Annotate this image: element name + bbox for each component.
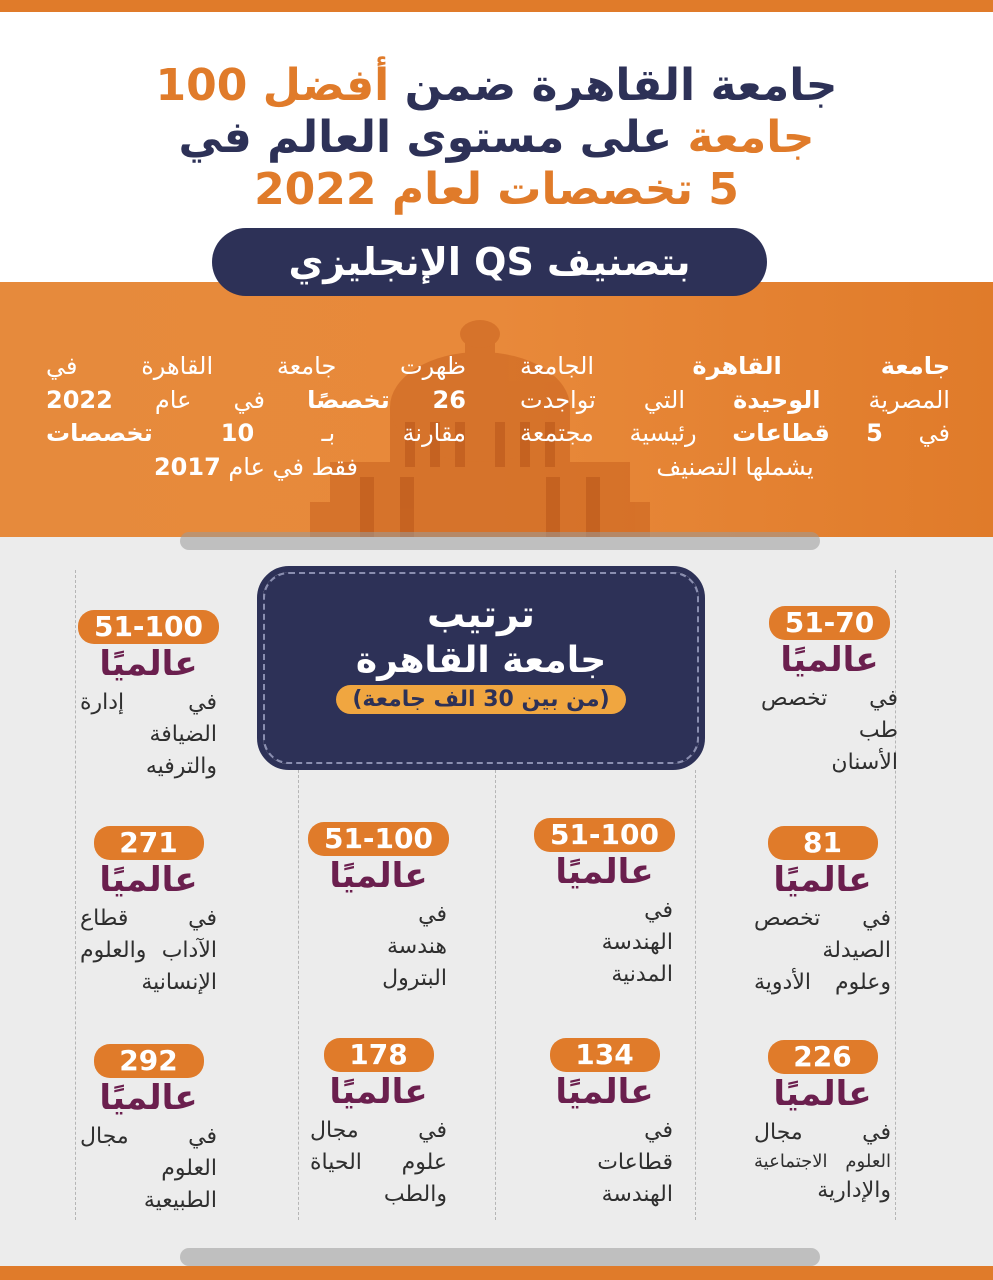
global-label: عالميًا bbox=[555, 1072, 654, 1112]
ranking-card-hospitality bbox=[56, 610, 241, 782]
ranking-card-natural-sciences bbox=[56, 1044, 241, 1216]
card-desc-line: هندسة bbox=[386, 933, 447, 959]
ranking-card-dentistry bbox=[737, 606, 922, 778]
qs-ranking-pill: بتصنيف QS الإنجليزي bbox=[212, 228, 767, 296]
card-desc-line: في إدارة bbox=[80, 689, 217, 715]
rank-badge: 226 bbox=[768, 1040, 878, 1074]
card-desc-line: العلوم الاجتماعية bbox=[754, 1150, 891, 1172]
card-desc-line: في bbox=[644, 1117, 673, 1143]
card-desc-line: والطب bbox=[383, 1181, 447, 1207]
band-left-text-2: في عام bbox=[154, 385, 265, 414]
top-accent-bar bbox=[0, 0, 993, 12]
band-left-text-1: ظهرت جامعة القاهرة في bbox=[46, 352, 466, 380]
band-text-right bbox=[520, 350, 950, 484]
band-left-text-4: فقط في عام bbox=[228, 452, 359, 481]
card-desc-line: في bbox=[644, 897, 673, 923]
title-line-2-highlight: جامعة bbox=[687, 111, 815, 163]
rank-badge: 178 bbox=[324, 1038, 434, 1072]
banner-shadow bbox=[180, 532, 820, 550]
ranking-box-line-2: جامعة القاهرة bbox=[355, 640, 607, 681]
band-left-bold-4: 2017 bbox=[153, 452, 221, 481]
bottom-accent-bar bbox=[0, 1266, 993, 1280]
band-right-text-1: الجامعة bbox=[520, 352, 595, 380]
card-desc-line: في مجال bbox=[310, 1117, 447, 1143]
card-desc-line: والإدارية bbox=[817, 1177, 891, 1203]
card-description bbox=[56, 903, 241, 999]
card-description bbox=[730, 1117, 915, 1207]
card-desc-line: في قطاع bbox=[80, 905, 217, 931]
footer-shadow bbox=[180, 1248, 820, 1266]
global-label: عالميًا bbox=[773, 1074, 872, 1114]
card-desc-line: الطبيعية bbox=[143, 1187, 217, 1213]
card-description bbox=[56, 687, 241, 783]
card-desc-line: الإنسانية bbox=[141, 969, 217, 995]
band-right-text-4: في bbox=[918, 419, 950, 448]
card-description bbox=[737, 683, 922, 779]
title-line-1 bbox=[0, 60, 993, 112]
global-label: عالميًا bbox=[329, 1072, 428, 1112]
band-right-bold-3: 5 قطاعات bbox=[732, 419, 883, 448]
band-right-text-6: يشملها التصنيف bbox=[656, 452, 814, 481]
ranking-card-social-sciences bbox=[730, 1040, 915, 1207]
card-desc-line: في مجال bbox=[80, 1123, 217, 1149]
ranking-card-civil-engineering bbox=[512, 818, 697, 990]
band-left-bold-2: 2022 bbox=[46, 385, 113, 414]
global-label: عالميًا bbox=[329, 856, 428, 896]
ranking-box-line-1: ترتيب bbox=[427, 592, 535, 636]
card-desc-line: في تخصص bbox=[761, 685, 898, 711]
card-desc-line: الصيدلة bbox=[822, 937, 891, 963]
global-label: عالميًا bbox=[99, 644, 198, 684]
band-right-bold-2: الوحيدة bbox=[733, 385, 821, 414]
card-desc-line: الآداب والعلوم bbox=[80, 937, 217, 963]
global-label: عالميًا bbox=[99, 860, 198, 900]
card-desc-line: والترفيه bbox=[145, 753, 217, 779]
band-left-text-3: مقارنة بـ bbox=[321, 419, 466, 448]
card-description bbox=[286, 1115, 471, 1211]
card-desc-line: علوم الحياة bbox=[310, 1149, 447, 1175]
card-desc-line: قطاعات bbox=[597, 1149, 673, 1175]
rank-badge: 292 bbox=[94, 1044, 204, 1078]
rank-badge: 271 bbox=[94, 826, 204, 860]
card-desc-line: العلوم bbox=[161, 1155, 217, 1181]
card-desc-line: في bbox=[418, 901, 447, 927]
card-description bbox=[56, 1121, 241, 1217]
card-desc-line: في مجال bbox=[754, 1119, 891, 1145]
ranking-box-line-3: (من بين 30 الف جامعة) bbox=[336, 685, 625, 714]
card-desc-line: طب bbox=[858, 717, 898, 743]
title-line-3: 5 تخصصات لعام 2022 bbox=[254, 163, 739, 215]
ranking-card-arts-humanities bbox=[56, 826, 241, 998]
band-right-text-3: التي تواجدت bbox=[520, 385, 686, 414]
global-label: عالميًا bbox=[780, 640, 879, 680]
band-right-text-2: المصرية bbox=[868, 385, 950, 414]
ranking-title-box bbox=[263, 572, 699, 764]
ranking-card-petroleum-engineering bbox=[286, 822, 471, 994]
rank-badge: 51-100 bbox=[308, 822, 449, 856]
title-line-2 bbox=[0, 112, 993, 164]
card-description bbox=[730, 903, 915, 999]
card-desc-line: المدنية bbox=[611, 961, 673, 987]
global-label: عالميًا bbox=[773, 860, 872, 900]
card-description bbox=[512, 1115, 697, 1211]
global-label: عالميًا bbox=[555, 852, 654, 892]
card-desc-line: الهندسة bbox=[601, 1181, 673, 1207]
global-label: عالميًا bbox=[99, 1078, 198, 1118]
rank-badge: 81 bbox=[768, 826, 878, 860]
title-line-2-text: على مستوى العالم في bbox=[178, 111, 673, 163]
band-left-bold-3: 10 تخصصات bbox=[46, 419, 255, 448]
band-left-bold-1: 26 تخصصًا bbox=[307, 385, 466, 414]
ranking-card-engineering-sectors bbox=[512, 1038, 697, 1210]
band-text-left bbox=[46, 350, 466, 484]
card-description bbox=[286, 899, 471, 995]
title-line-1-text: جامعة القاهرة ضمن bbox=[404, 60, 838, 111]
band-right-bold-1: جامعة القاهرة bbox=[692, 352, 950, 380]
band-right-text-5: رئيسية مجتمعة bbox=[520, 419, 697, 448]
ranking-card-pharmacy bbox=[730, 826, 915, 998]
card-desc-line: الأسنان bbox=[831, 749, 898, 775]
card-desc-line: البترول bbox=[382, 965, 447, 991]
rank-badge: 51-70 bbox=[769, 606, 891, 640]
title-line-1-highlight: أفضل 100 bbox=[155, 60, 390, 111]
ranking-card-life-sciences bbox=[286, 1038, 471, 1210]
card-desc-line: في تخصص bbox=[754, 905, 891, 931]
card-description bbox=[512, 895, 697, 991]
divider-line bbox=[495, 770, 496, 1220]
card-desc-line: الهندسة bbox=[601, 929, 673, 955]
rank-badge: 51-100 bbox=[534, 818, 675, 852]
card-desc-line: وعلوم الأدوية bbox=[754, 969, 891, 995]
rank-badge: 51-100 bbox=[78, 610, 219, 644]
card-desc-line: الضيافة bbox=[149, 721, 217, 747]
rank-badge: 134 bbox=[550, 1038, 660, 1072]
